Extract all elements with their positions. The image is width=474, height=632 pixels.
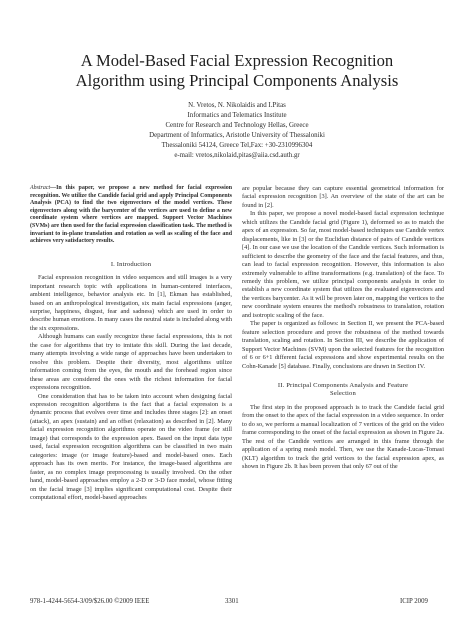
centre: Centre for Research and Technology Hellas, Greece [165, 122, 309, 129]
abstract-lead: Abstract [30, 185, 51, 191]
pca-paragraph-1: The first step in the proposed approach is to track the Candide facial grid from the onset to the apex of the facial expression in a video sequence. In order to do so, we perform a manual localization of 7 vertices of the grid on the video frame corresponding to the onset of the facial expression as shown in Figure 2a. The rest of the Candide vertices are arranged in this frame through the application of a spring mesh model. Then, we use the Kanade-Lucas-Tomasi (KLT) algorithm to track the grid vertices to the facial expression apex, as shown in Figure 2b. It has been proven that only 67 out of the [242, 403, 444, 471]
right-paragraph-1: In this paper, we propose a novel model-based facial expression technique which utilizes the Candide facial grid (Figure 1), deformed so as to match the apex of an expression. So far, most model-based techniques use Candide vertex displacements, like in [3] or the Euclidian distance of pairs of Candide vertices [4]. In our case we use the location of the Candide vertices. Such information is sufficient to describe the geometry of the face and the facial features, and thus, can lead to facial expression recognition. However, this information is also extremely vulnerable to affine transformations (e.g. translation) of the face. To remedy this problem, we utilize principal components analysis in order to establish a new coordinate system that utilizes the evaluated eigenvectors and the vertices barycenter. As it will be proven later on, mapping the vertices to the new coordinate system ensures the method's robustness to translation, rotation and isotropic scaling of the face. [242, 210, 444, 319]
section-heading-introduction: I. Introduction [110, 260, 152, 268]
abstract-text: —In this paper, we propose a new method for facial expression recognition. We utilize the Candide facial grid and apply Principal Components Analysis (PCA) to find the two eigenvectors of the model vertices. These eigenvectors along with the barycenter of the vertices are used to define a new coordinate system where vertices are mapped. Support Vector Machines (SVMs) are then used for the facial expression classification task. The method is invariant to in-plane translation and rotation as well as scaling of the face and achieves very satisfactory results. [30, 185, 232, 245]
intro-paragraph-1: Facial expression recognition in video sequences and still images is a very important research topic with applications in human-centered interfaces, ambient intelligence, behavior analysis etc. In [1], Ekman has established, based on an anthropological investigation, six main facial expressions (anger, surprise, happiness, disgust, fear and sadness) which are used in order to describe human emotions. In many cases the neutral state is included along with the six expressions. [30, 274, 232, 332]
left-column [30, 185, 232, 502]
paper-title-line-1: A Model-Based Facial Expression Recognition [80, 51, 394, 70]
authors: N. Vretos, N. Nikolaidis and I.Pitas [188, 102, 286, 109]
right-paragraph-0: are popular because they can capture essential geometrical information for facial expression recognition [3]. An overview of the state of the art can be found in [2]. [242, 185, 444, 209]
footer-page-number: 3301 [225, 598, 239, 605]
intro-paragraph-2: Although humans can easily recognize these facial expressions, this is not the case for algorithms that try to imitate this skill. During the last decade, many attempts involving a wide range of approaches have been undertaken to resolve this problem. Despite their diversity, most algorithms utilize information coming from the eyes, the mouth and the forehead region since these areas are considered the ones with the richest information for facial expressions recognition. [30, 333, 232, 392]
footer-venue: ICIP 2009 [400, 598, 428, 605]
footer-isbn: 978-1-4244-5654-3/09/$26.00 ©2009 IEEE [30, 598, 150, 605]
email: e-mail: vretos,nikolaid,pitas@aiia.csd.auth.gr [174, 152, 300, 159]
paper-title-line-2: Algorithm using Principal Components Analysis [75, 71, 399, 90]
address: Thessaloniki 54124, Greece Tel,Fax: +30-2310996304 [161, 142, 313, 149]
institute: Informatics and Telematics Institute [187, 112, 287, 119]
abstract [30, 185, 232, 246]
right-column [242, 185, 444, 472]
section-heading-pca: II. Principal Components Analysis and Feature Selection [277, 381, 409, 398]
intro-paragraph-3: One consideration that has to be taken into account when designing facial expression recognition algorithms is the fact that a facial expression is a dynamic process that evolves over time and includes three stages [2]: an onset (attack), an apex (sustain) and an offset (relaxation) as described in [2]. Many facial expression recognition algorithms operate on the video frame (or still image) that corresponds to the expression apex. Based on the input data type used, facial expression recognition algorithms can be classified in two main categories: image (or image feature)-based and model-based ones. Each approach has its own merits. For instance, the image-based algorithms are faster, as no complex image preprocessing is usually involved. On the other hand, model-based approaches employ a 2-D or 3-D face model, whose fitting on the facial image [3] implies significant computational cost. Despite their computational effort, model-based approaches [30, 392, 232, 501]
right-paragraph-2: The paper is organized as follows: in Section II, we present the PCA-based feature selection procedure and prove the robustness of the method towards translation, scaling and rotation. In Section III, we describe the application of Support Vector Machines (SVM) upon the selected features for the recognition of 6 or 6+1 different facial expressions and show experimental results on the Cohn-Kanade [5] database. Finally, conclusions are drawn in Section IV. [242, 320, 444, 370]
department: Department of Informatics, Aristotle University of Thessaloniki [149, 132, 325, 139]
